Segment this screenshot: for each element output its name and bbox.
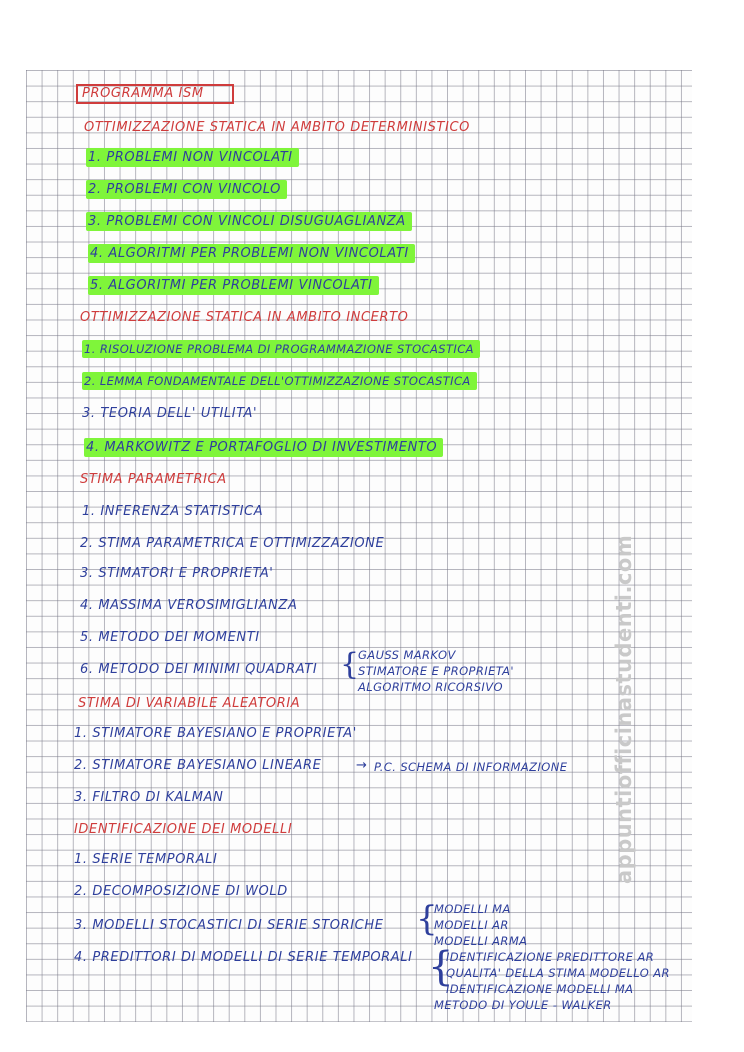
sub-item: STIMATORE E PROPRIETA' (358, 664, 514, 678)
list-item: 1. RISOLUZIONE PROBLEMA DI PROGRAMMAZIONE STOCASTICA (82, 340, 480, 358)
arrow-right-icon: → (356, 758, 367, 773)
section-title-uncertain: OTTIMIZZAZIONE STATICA IN AMBITO INCERTO (80, 310, 409, 325)
sub-item: GAUSS MARKOV (358, 648, 456, 662)
predictor-item: QUALITA' DELLA STIMA MODELLO AR (446, 966, 670, 980)
list-item: 2. PROBLEMI CON VINCOLO (86, 180, 287, 199)
list-item: 2. STIMA PARAMETRICA E OTTIMIZZAZIONE (80, 536, 385, 551)
list-item: 1. STIMATORE BAYESIANO E PROPRIETA' (74, 726, 357, 741)
list-item: 3. TEORIA DELL' UTILITA' (82, 406, 258, 421)
list-item: 4. PREDITTORI DI MODELLI DI SERIE TEMPORALI (74, 950, 413, 965)
list-item: 3. MODELLI STOCASTICI DI SERIE STORICHE (74, 918, 384, 933)
list-item: 5. ALGORITMI PER PROBLEMI VINCOLATI (88, 276, 379, 295)
list-item: 4. MASSIMA VEROSIMIGLIANZA (80, 598, 298, 613)
list-item: 6. METODO DEI MINIMI QUADRATI (80, 662, 318, 677)
predictor-item: METODO DI YOULE - WALKER (434, 998, 612, 1012)
list-item-extra: P.C. SCHEMA DI INFORMAZIONE (374, 760, 568, 774)
section-title-parametric: STIMA PARAMETRICA (80, 472, 227, 487)
section-title-random-variable: STIMA DI VARIABILE ALEATORIA (78, 696, 301, 711)
brace-icon: { (428, 944, 454, 990)
predictor-item: IDENTIFICAZIONE PREDITTORE AR (446, 950, 655, 964)
model-item: MODELLI MA (434, 902, 511, 916)
model-item: MODELLI AR (434, 918, 509, 932)
brace-icon: { (416, 899, 438, 939)
section-title-identification: IDENTIFICAZIONE DEI MODELLI (74, 822, 293, 837)
list-item: 4. MARKOWITZ E PORTAFOGLIO DI INVESTIMENTO (84, 438, 443, 457)
predictor-item: IDENTIFICAZIONE MODELLI MA (446, 982, 634, 996)
section-title-deterministic: OTTIMIZZAZIONE STATICA IN AMBITO DETERMINISTICO (84, 120, 470, 135)
list-item: 5. METODO DEI MOMENTI (80, 630, 260, 645)
list-item: 1. INFERENZA STATISTICA (82, 504, 264, 519)
list-item: 2. STIMATORE BAYESIANO LINEARE (74, 758, 322, 773)
model-item: MODELLI ARMA (434, 934, 528, 948)
list-item: 3. FILTRO DI KALMAN (74, 790, 224, 805)
list-item: 2. LEMMA FONDAMENTALE DELL'OTTIMIZZAZIONE STOCASTICA (82, 372, 477, 390)
list-item: 2. DECOMPOSIZIONE DI WOLD (74, 884, 288, 899)
list-item: 1. SERIE TEMPORALI (74, 852, 218, 867)
brace-icon: { (340, 647, 360, 682)
list-item: 3. PROBLEMI CON VINCOLI DISUGUAGLIANZA (86, 212, 412, 231)
list-item: 1. PROBLEMI NON VINCOLATI (86, 148, 299, 167)
sub-item: ALGORITMO RICORSIVO (358, 680, 503, 694)
watermark: appuntiofficinastudenti.com (612, 534, 636, 884)
list-item: 3. STIMATORI E PROPRIETA' (80, 566, 274, 581)
list-item: 4. ALGORITMI PER PROBLEMI NON VINCOLATI (88, 244, 415, 263)
page-title: PROGRAMMA ISM (76, 84, 234, 104)
